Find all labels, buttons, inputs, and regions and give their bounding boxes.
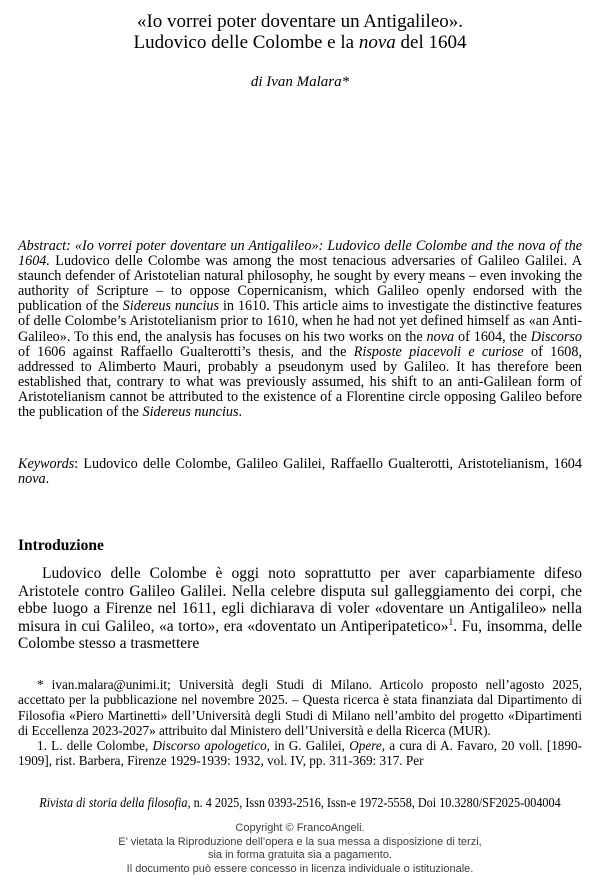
footer-line-licenza: Il documento può essere concesso in licenza individuale o istituzionale.	[126, 862, 474, 875]
footer-line-copyright: Copyright © FrancoAngeli.	[235, 822, 365, 834]
footnote-star: * ivan.malara@unimi.it; Università degli Studi di Milano. Articolo proposto nell’agosto 2025, accettato per la pubblicazione nel novembre 2025. – Questa ricerca è stata finanziata dal Dipartimento di Filosofia «Piero Martinetti» dell’Università degli Studi di Milano nell’ambito del progetto «Dipartimenti di Eccellenza 2023-2027» attribuito dal Ministero dell’Università e della Ricerca (MUR).	[18, 677, 582, 738]
footnote-1: 1. L. delle Colombe, Discorso apologetico, in G. Galilei, Opere, a cura di A. Favaro, 20 voll. [1890-1909], rist. Barbera, Firenze 1929-1939: 1932, vol. IV, pp. 311-369: 317. Per	[18, 738, 582, 769]
article-title-line2: Ludovico delle Colombe e la nova del 1604	[133, 32, 467, 53]
section-heading-introduzione: Introduzione	[18, 537, 104, 554]
byline: di Ivan Malara*	[250, 74, 350, 90]
footer-line-prohibition: E’ vietata la Riproduzione dell’opera e la sua messa a disposizione di terzi,	[118, 835, 482, 848]
footnotes-block	[18, 677, 582, 769]
intro-paragraph: Ludovico delle Colombe è oggi noto soprattutto per aver caparbiamente difeso Aristotele contro Galileo Galilei. Nella celebre disputa sul galleggiamento dei corpi, che ebbe luogo a Firenze nel 1611, egli dichiarava di voler «doventare un Antigalileo» nella misura in cui Galileo, «a torto», era «doventato un Antiperipatetico»$^1$. Fu, insomma, delle Colombe stesso a trasmettere	[18, 565, 582, 653]
footer-line-gratuita: sia in forma gratuita sia a pagamento.	[207, 849, 393, 861]
journal-info-line: Rivista di storia della filosofia, n. 4 2025, Issn 0393-2516, Issn-e 1972-5558, Doi 10.3280/SF2025-004004	[39, 796, 561, 811]
article-title	[0, 11, 600, 53]
article-title-line1: «Io vorrei poter doventare un Antigalileo».	[136, 11, 464, 32]
keywords-paragraph: Keywords: Ludovico delle Colombe, Galileo Galilei, Raffaello Gualterotti, Aristotelianism, 1604 nova.	[18, 456, 582, 488]
abstract-paragraph: Abstract: «Io vorrei poter doventare un Antigalileo»: Ludovico delle Colombe and the nova of the 1604. Ludovico delle Colombe was among the most tenacious adversaries of Galileo Galilei. A staunch defender of Aristotelian natural philosophy, he sought by every means – even invoking the authority of Scripture – to oppose Copernicanism, which Galileo openly endorsed with the publication of the Sidereus nuncius in 1610. This article aims to investigate the distinctive features of delle Colombe’s Aristotelianism prior to 1610, when he had not yet defined himself as «an Anti-Galileo». To this end, the analysis has focuses on his two works on the nova of 1604, the Discorso of 1606 against Raffaello Gualterotti’s thesis, and the Risposte piacevoli e curiose of 1608, addressed to Alimberto Mauri, probably a pseudonym used by Galileo. It has therefore been established that, contrary to what was previously assumed, his shift to an anti-Galilean form of Aristotelianism cannot be attributed to the existence of a Florentine circle opposing Galileo before the publication of the Sidereus nuncius.	[18, 238, 583, 421]
copyright-footer	[0, 822, 600, 876]
